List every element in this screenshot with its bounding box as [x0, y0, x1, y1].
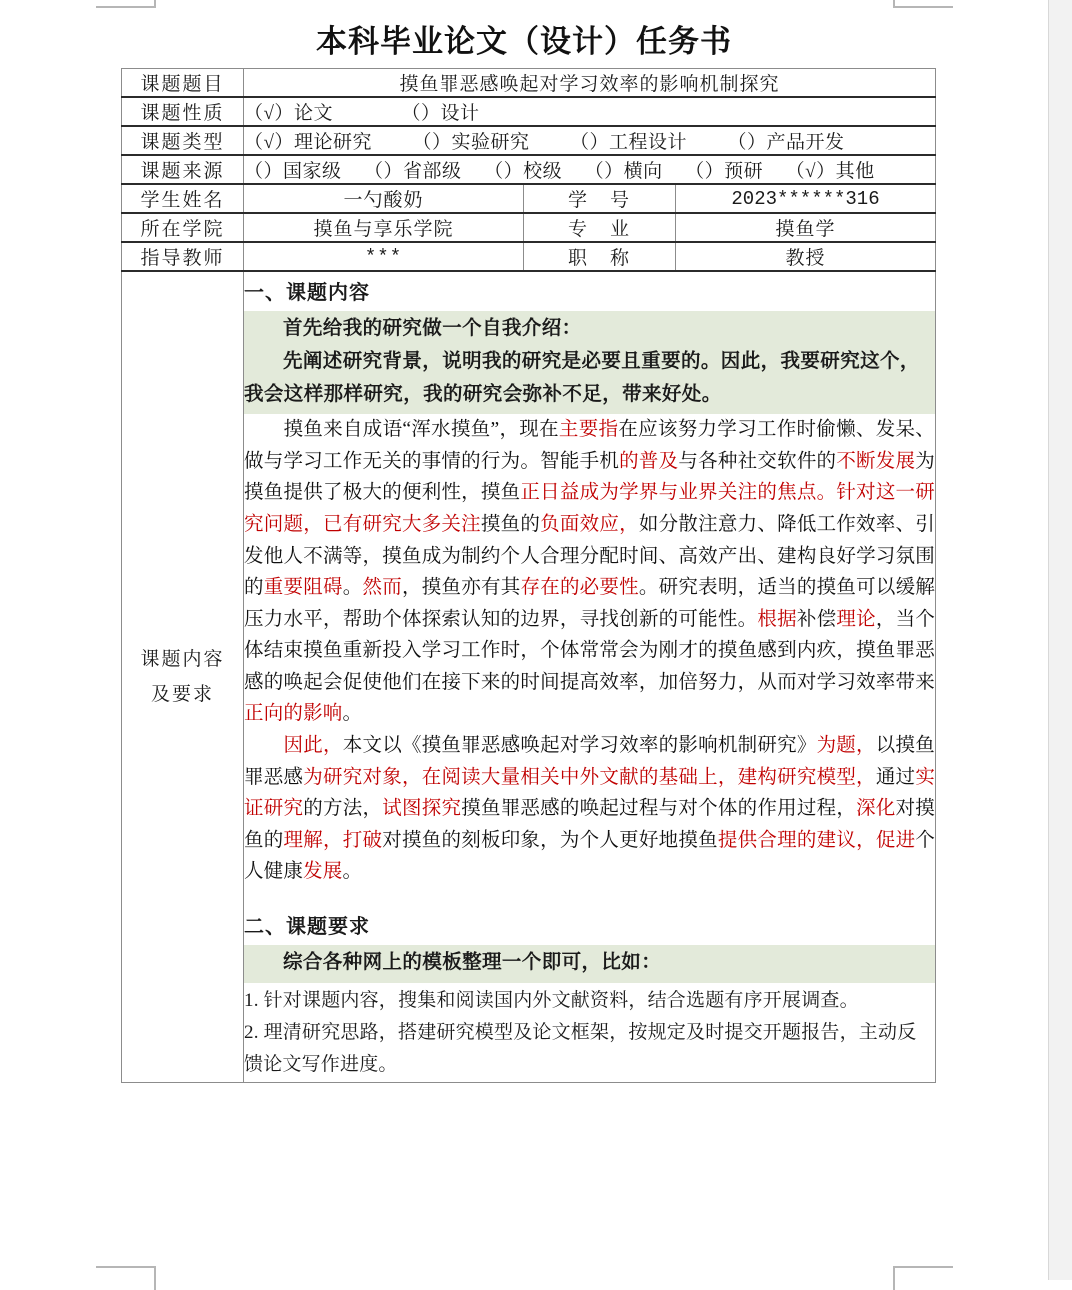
text-run-emphasis: 然而: [362, 577, 402, 599]
requirement-item: 1. 针对课题内容，搜集和阅读国内外文献资料，结合选题有序开展调查。: [244, 989, 859, 1011]
text-run-emphasis: 因此，: [244, 735, 343, 757]
task-book-table: [121, 68, 936, 1083]
text-run-normal: 通过: [875, 766, 916, 788]
page-right-edge: [1048, 0, 1072, 1280]
checkbox-nature-design[interactable]: [401, 98, 479, 125]
checkbox-source-horizontal[interactable]: [585, 156, 663, 183]
section-2-requirement-list: [244, 985, 935, 1082]
checkbox-type-engineering[interactable]: [570, 127, 687, 154]
text-run-emphasis: 深化: [856, 798, 896, 820]
table-row-advisor: [122, 242, 936, 271]
row-value-topic-source: [244, 155, 936, 184]
table-row-college: [122, 213, 936, 242]
row-value-advisor-title: 教授: [676, 242, 936, 271]
crop-mark-bottom-right: [893, 1266, 953, 1290]
row-label-advisor-title: 职 称: [524, 242, 676, 271]
crop-mark-top-left: [96, 0, 156, 8]
row-value-student-id: 2023******316: [676, 184, 936, 213]
text-run-emphasis: 试图探究: [382, 798, 462, 820]
checkbox-source-national[interactable]: [244, 156, 342, 183]
table-row-topic-source: [122, 155, 936, 184]
text-run-emphasis: 不断发展: [836, 450, 916, 472]
checkbox-label: 工程设计: [609, 132, 688, 153]
text-run-normal: 。: [342, 861, 363, 883]
text-run-emphasis: 存在的必要性: [520, 577, 639, 599]
table-row-topic-nature: [122, 97, 936, 126]
text-run-normal: 摸鱼来自成语“浑水摸鱼”，现在: [244, 419, 559, 441]
text-run-emphasis: 的普及: [619, 450, 679, 472]
row-value-advisor: ***: [244, 242, 524, 271]
text-run-normal: 的方法，: [303, 798, 383, 820]
checkbox-type-experiment[interactable]: [412, 127, 529, 154]
checkbox-label: 产品开发: [766, 132, 845, 153]
text-run-normal: 摸鱼罪恶感的唤起过程与对个体的作用过程，: [461, 798, 857, 820]
text-run-emphasis: 主要指: [558, 419, 619, 441]
checkbox-label: 其他: [835, 161, 875, 182]
checkbox-label: 设计: [440, 103, 480, 124]
text-run-normal: 对摸鱼的刻板印象，为个人更好地摸鱼: [382, 829, 718, 851]
section-1-heading: 一、课题内容: [244, 282, 370, 304]
text-run-emphasis: 正日益成为学界与业界关注的焦点。针对这一研究问题，已有研究大多关注: [244, 482, 936, 535]
checkbox-mark: （）: [364, 161, 404, 182]
checkbox-label: 校级: [523, 161, 563, 182]
row-label-topic-nature: 课题性质: [122, 97, 244, 126]
text-run-emphasis: 负面效应，: [540, 513, 639, 535]
text-run-emphasis: 打破: [342, 829, 383, 851]
checkbox-mark: （）: [569, 132, 609, 153]
crop-mark-top-right: [893, 0, 953, 8]
text-run-normal: 对摸鱼的: [244, 798, 936, 851]
checkbox-type-product[interactable]: [728, 127, 845, 154]
section-2-highlight: 综合各种网上的模板整理一个即可，比如：: [244, 945, 935, 983]
row-label-content-line1: 课题内容: [140, 648, 225, 670]
checkbox-label: 理论研究: [293, 132, 372, 153]
row-label-content: [122, 271, 244, 1082]
checkbox-mark: （√）: [244, 132, 294, 153]
checkbox-mark: （）: [584, 161, 624, 182]
checkbox-label: 论文: [293, 103, 333, 124]
row-label-content-line2: 及要求: [150, 683, 214, 705]
checkbox-type-theory[interactable]: [244, 127, 372, 154]
table-row-topic-title: [122, 69, 936, 98]
text-run-emphasis: 促进: [875, 829, 916, 851]
text-run-emphasis: 发展: [303, 861, 343, 883]
checkbox-label: 省部级: [403, 161, 462, 182]
text-run-emphasis: 根据: [757, 608, 797, 630]
checkbox-label: 实验研究: [451, 132, 530, 153]
checkbox-label: 预研: [724, 161, 764, 182]
content-cell: [244, 271, 936, 1082]
text-run-emphasis: 重要阻碍: [263, 577, 343, 599]
text-run-normal: 。: [342, 577, 363, 599]
row-value-college: 摸鱼与享乐学院: [244, 213, 524, 242]
checkbox-mark: （√）: [244, 103, 294, 124]
text-run-normal: ，摸鱼亦有其: [401, 577, 521, 599]
row-label-advisor: 指导教师: [122, 242, 244, 271]
row-label-topic-source: 课题来源: [122, 155, 244, 184]
text-run-normal: 。: [342, 703, 363, 725]
table-row-content: [122, 271, 936, 1082]
crop-mark-bottom-left: [96, 1266, 156, 1290]
row-label-college: 所在学院: [122, 213, 244, 242]
text-run-normal: 如分散注意力、降低工作效率、引发他人不满等，摸鱼成为制约个人合理分配时间、高效产出、建构良好学习氛围的: [244, 513, 936, 599]
checkbox-source-provincial[interactable]: [364, 156, 462, 183]
text-run-normal: 在应该努力学习工作时偷懒、发呆、做与学习工作无关的事情的行为。智能手机: [244, 419, 936, 472]
table-row-topic-type: [122, 126, 936, 155]
text-run-normal: 与各种社交软件的: [678, 450, 837, 472]
row-label-topic-type: 课题类型: [122, 126, 244, 155]
section-1-paragraph-1: [244, 414, 935, 730]
checkbox-label: 横向: [623, 161, 663, 182]
checkbox-mark: （）: [412, 132, 452, 153]
row-value-major: 摸鱼学: [676, 213, 936, 242]
text-run-normal: 摸鱼的: [480, 513, 541, 535]
row-label-student-name: 学生姓名: [122, 184, 244, 213]
text-run-emphasis: 正向的影响: [244, 703, 343, 725]
checkbox-mark: （√）: [785, 161, 836, 182]
text-run-normal: 以摸鱼罪恶感: [244, 735, 935, 788]
row-label-topic-title: 课题题目: [122, 69, 244, 98]
text-run-emphasis: 理论: [836, 608, 876, 630]
row-value-student-name: 一勺酸奶: [244, 184, 524, 213]
text-run-normal: ，当个体结束摸鱼重新投入学习工作时，个体常常会为刚才的摸鱼感到内疚，摸鱼罪恶感的唤起会促使他们在接下来的时间提高效率，加倍努力，从而对学习效率带来: [244, 608, 936, 693]
checkbox-source-preresearch[interactable]: [685, 156, 763, 183]
row-label-major: 专 业: [524, 213, 676, 242]
checkbox-mark: （）: [727, 132, 767, 153]
checkbox-label: 国家级: [283, 161, 342, 182]
checkbox-nature-thesis[interactable]: [244, 98, 333, 125]
text-run-normal: 本文以《摸鱼罪恶感唤起对学习效率的影响机制研究》: [342, 735, 817, 757]
checkbox-mark: （）: [401, 103, 441, 124]
row-label-student-id: 学 号: [524, 184, 676, 213]
highlight-line-2: 先阐述研究背景，说明我的研究是必要且重要的。因此，我要研究这个，我会这样那样研究，我的研究会弥补不足，带来好处。: [244, 350, 920, 405]
checkbox-source-other[interactable]: [786, 156, 875, 183]
document-title: 本科毕业论文（设计）任务书: [316, 24, 732, 60]
text-run-emphasis: 为研究对象，在阅读大量相关中外文献的基础上，建构研究模型，: [303, 766, 876, 788]
section-1-paragraph-2: [244, 730, 935, 888]
checkbox-mark: （）: [244, 161, 284, 182]
text-run-normal: 。研究表明，适当的摸鱼可以缓解压力水平，帮助个体探索认知的边界，寻找创新的可能性。: [244, 577, 936, 630]
text-run-emphasis: 理解，: [283, 829, 343, 851]
row-value-topic-title: 摸鱼罪恶感唤起对学习效率的影响机制探究: [244, 69, 936, 98]
checkbox-mark: （）: [685, 161, 725, 182]
text-run-normal: 为摸鱼提供了极大的便利性，摸鱼: [244, 450, 935, 504]
table-row-student: [122, 184, 936, 213]
text-run-emphasis: 实证研究: [244, 766, 936, 820]
section-2-heading: 二、课题要求: [244, 915, 370, 938]
text-run-normal: 个人健康: [244, 829, 936, 883]
text-run-emphasis: 提供合理的建议，: [717, 829, 876, 851]
text-run-normal: 补偿: [796, 608, 837, 630]
requirement-item: 2. 理清研究思路，搭建研究模型及论文框架，按规定及时提交开题报告，主动反馈论文写作进度。: [244, 1021, 917, 1076]
row-value-topic-type: [244, 126, 936, 155]
highlight-line-1: 首先给我的研究做一个自我介绍：: [283, 318, 582, 339]
row-value-topic-nature: [244, 97, 936, 126]
checkbox-mark: （）: [484, 161, 524, 182]
section-1-highlight: [244, 311, 935, 414]
checkbox-source-school[interactable]: [484, 156, 562, 183]
text-run-emphasis: 为题，: [816, 735, 876, 757]
